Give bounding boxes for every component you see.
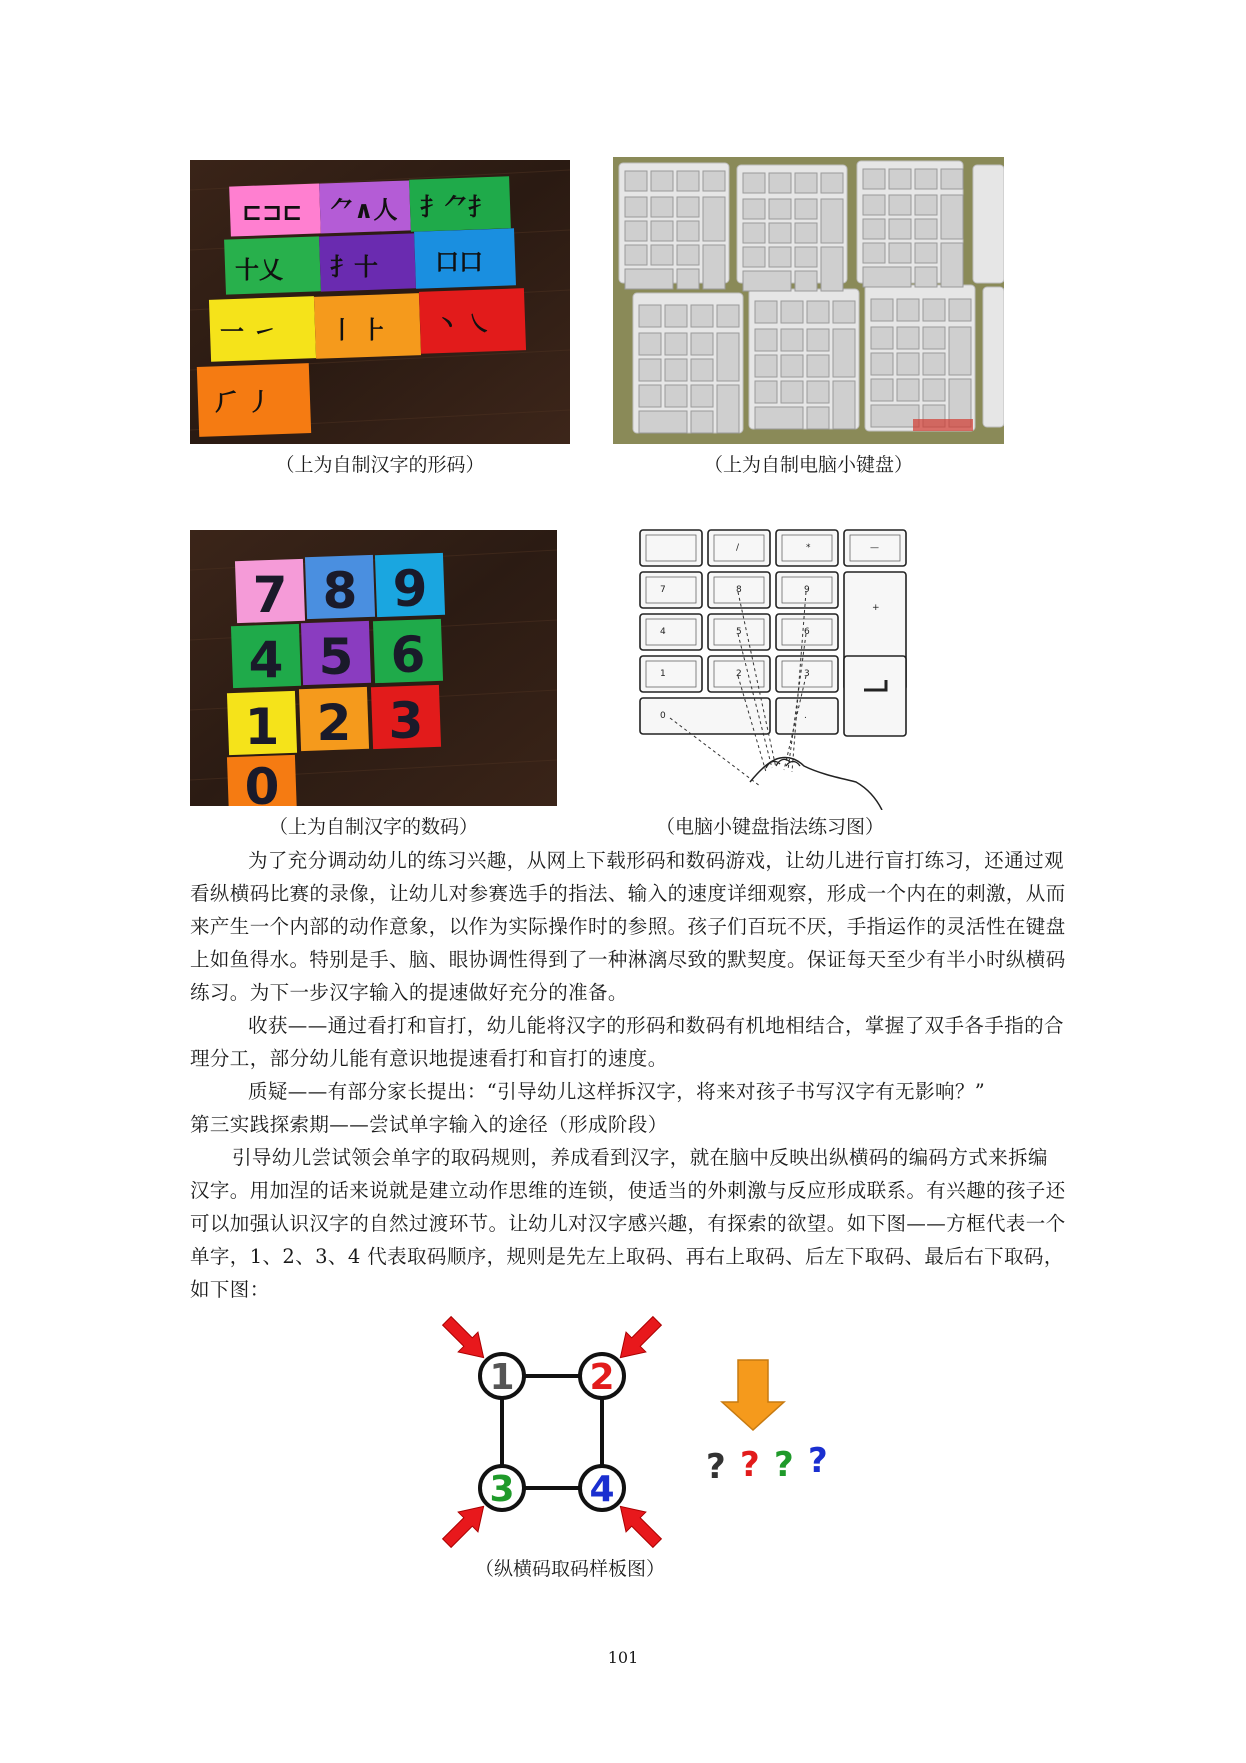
number-card-digit: 4 — [248, 631, 284, 689]
svg-text:6: 6 — [804, 627, 810, 637]
svg-text:*: * — [806, 543, 811, 553]
svg-text:+: + — [872, 603, 880, 613]
number-card-digit: 1 — [244, 698, 280, 756]
red-arrow-icon — [620, 1506, 661, 1547]
svg-text:⺘⺈⺘: ⺘⺈⺘ — [420, 193, 492, 221]
stroke-cards-photo — [190, 160, 570, 444]
question-mark: ? — [706, 1447, 726, 1487]
paragraph-practice: 为了充分调动幼儿的练习兴趣，从网上下载形码和数码游戏，让幼儿进行盲打练习，还通过观看纵横码比赛的录像，让幼儿对参赛选手的指法、输入的速度详细观察，形成一个内在的刺激，从而来产生一个内部的动作意象，以作为实际操作时的参照。孩子们百玩不厌，手指运作的灵活性在键盘上如鱼得水。特别是手、脑、眼协调性得到了一种淋漓尽致的默契度。保证每天至少有半小时纵横码练习。为下一步汉字输入的提速做好充分的准备。 — [190, 849, 1066, 1004]
red-arrow-icon — [620, 1317, 661, 1358]
number-card-digit: 9 — [392, 560, 428, 618]
red-arrow-icon — [443, 1317, 484, 1358]
question-mark: ? — [740, 1445, 760, 1485]
stroke-cards-image — [190, 160, 570, 444]
section-heading: 第三实践探索期——尝试单字输入的途径（形成阶段） — [190, 1113, 668, 1136]
keypad-cards-caption: （上为自制电脑小键盘） — [703, 454, 913, 476]
encoding-template-diagram — [400, 1300, 840, 1550]
svg-text:丶 ㇏: 丶 ㇏ — [435, 310, 492, 338]
encoding-template-image — [400, 1300, 840, 1550]
svg-text:/: / — [736, 543, 740, 553]
svg-text:口口: 口口 — [435, 248, 483, 276]
order-node-label: 4 — [589, 1469, 615, 1510]
svg-text:2: 2 — [736, 669, 742, 679]
svg-text:.: . — [804, 711, 807, 721]
number-card-digit: 2 — [316, 694, 352, 752]
number-card-digit: 8 — [322, 562, 358, 620]
svg-text:⺁ 丿: ⺁ 丿 — [215, 388, 272, 416]
order-node-label: 3 — [489, 1469, 515, 1510]
svg-text:⊏⊐⊏: ⊏⊐⊏ — [242, 198, 303, 226]
body-text — [190, 844, 1066, 1306]
svg-text:0: 0 — [660, 711, 666, 721]
svg-text:一 ㇀: 一 ㇀ — [220, 318, 277, 346]
number-card-digit: 7 — [252, 566, 288, 624]
paragraph-rule: 引导幼儿尝试领会单字的取码规则，养成看到汉字，就在脑中反映出纵横码的编码方式来拆编汉字。用加涅的话来说就是建立动作思维的连锁，使适当的外刺激与反应形成联系。有兴趣的孩子还可以加强认识汉字的自然过渡环节。让幼儿对汉字感兴趣，有探索的欲望。如下图——方框代表一个单字，1、2、3、4 代表取码顺序，规则是先左上取码、再右上取码、后左下取码、最后右下取码，如下图： — [190, 1146, 1066, 1301]
fingering-diagram-caption: （电脑小键盘指法练习图） — [655, 816, 884, 838]
number-cards-caption: （上为自制汉字的数码） — [268, 816, 478, 838]
svg-text:8: 8 — [736, 585, 742, 595]
down-arrow-icon — [722, 1360, 784, 1430]
question-mark: ? — [808, 1441, 828, 1481]
encoding-template-caption: （纵横码取码样板图） — [474, 1558, 665, 1580]
svg-text:7: 7 — [660, 585, 666, 595]
page-number: 101 — [607, 1648, 639, 1667]
paragraph-doubt: 质疑——有部分家长提出：“引导幼儿这样拆汉字，将来对孩子书写汉字有无影响？” — [248, 1080, 986, 1103]
svg-text:丨 ⺊: 丨 ⺊ — [330, 316, 387, 344]
svg-text:4: 4 — [660, 627, 666, 637]
paragraph-harvest: 收获——通过看打和盲打，幼儿能将汉字的形码和数码有机地相结合，掌握了双手各手指的合理分工，部分幼儿能有意识地提速看打和盲打的速度。 — [190, 1014, 1064, 1070]
order-node-label: 1 — [489, 1357, 515, 1398]
svg-text:5: 5 — [736, 627, 742, 637]
stroke-cards-caption: （上为自制汉字的形码） — [275, 454, 485, 476]
question-mark: ? — [774, 1445, 794, 1485]
svg-text:3: 3 — [804, 669, 810, 679]
svg-text:⺘十: ⺘十 — [330, 253, 378, 281]
number-card-digit: 5 — [318, 628, 354, 686]
number-cards-image — [190, 530, 557, 806]
svg-text:⺈∧人: ⺈∧人 — [330, 196, 398, 224]
svg-text:9: 9 — [804, 585, 810, 595]
red-arrow-icon — [443, 1506, 484, 1547]
fingering-diagram — [620, 520, 920, 810]
fingering-diagram-image — [620, 520, 920, 810]
keypad-cards-image — [613, 157, 1004, 444]
number-card-digit: 6 — [390, 626, 426, 684]
number-cards-photo — [190, 530, 557, 806]
svg-text:十乂: 十乂 — [235, 256, 283, 284]
number-card-digit: 3 — [388, 692, 424, 750]
svg-text:—: — — [870, 543, 879, 553]
order-node-label: 2 — [589, 1357, 615, 1398]
svg-text:1: 1 — [660, 669, 666, 679]
number-card-digit: 0 — [244, 758, 280, 806]
keypad-cards-photo — [613, 157, 1004, 444]
